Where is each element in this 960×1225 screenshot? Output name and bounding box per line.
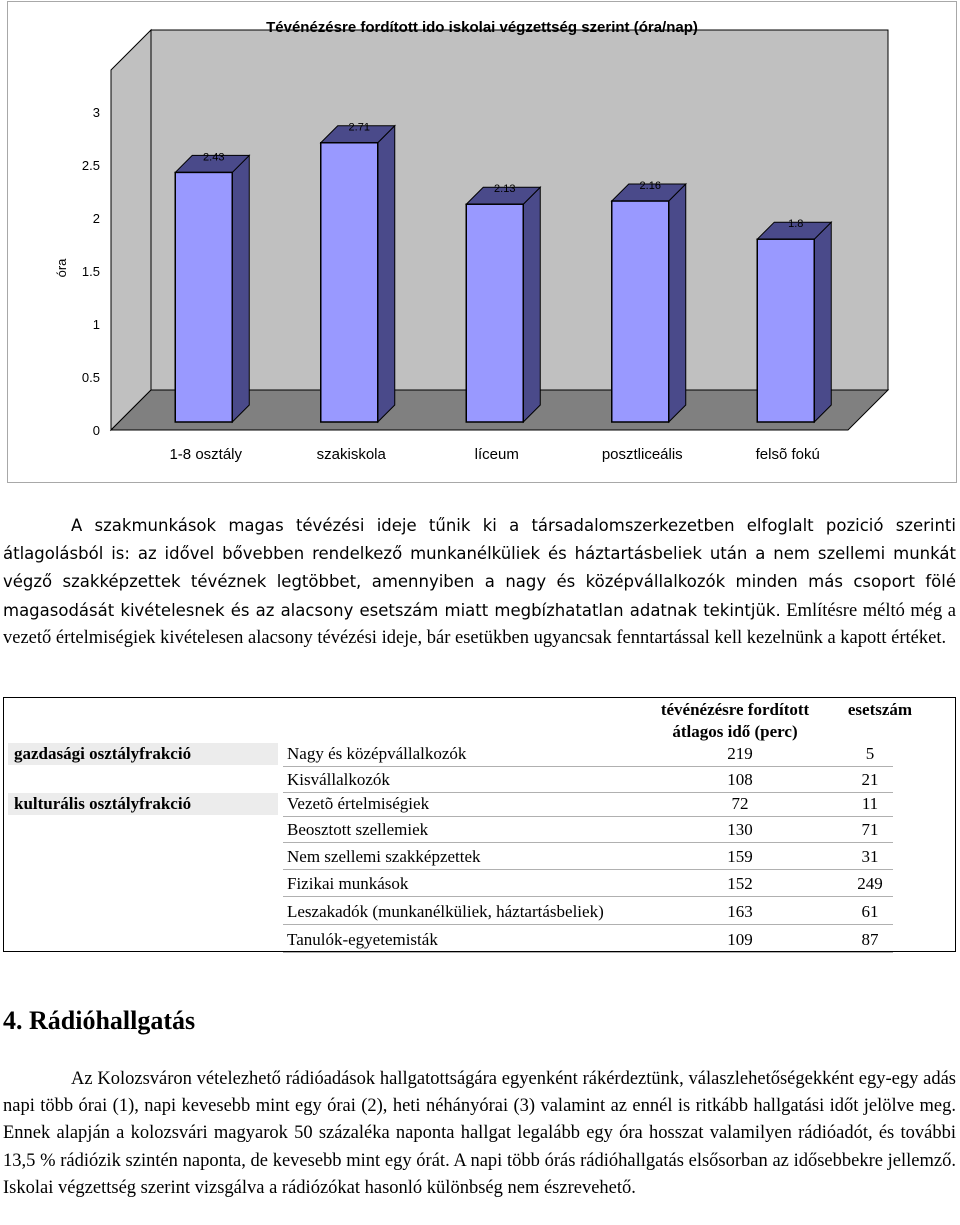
- y-axis-label: óra: [54, 258, 69, 278]
- bar: [466, 204, 523, 422]
- x-tick-label: líceum: [474, 446, 519, 463]
- table-row-cases: 31: [861, 847, 879, 866]
- table-row-divider: [283, 869, 893, 870]
- table-row-cases: 87: [861, 930, 879, 949]
- bar-side-face: [814, 222, 831, 422]
- bar-value-label: 2.43: [203, 151, 225, 164]
- table-row-divider: [283, 896, 893, 897]
- table-group-economic: gazdasági osztályfrakció: [8, 743, 278, 765]
- bar-side-face: [232, 155, 249, 422]
- table-row-label: Nagy és középvállalkozók: [287, 744, 467, 763]
- table-header-time-line1: tévénézésre fordított: [660, 700, 810, 719]
- x-tick-label: posztliceális: [601, 446, 683, 463]
- y-tick-label: 1: [92, 317, 100, 332]
- chart-side-wall: [111, 30, 151, 430]
- y-tick-label: 0: [92, 423, 100, 438]
- table-row-label: Leszakadók (munkanélküliek, háztartásbeliek): [287, 902, 604, 921]
- paragraph-tv-analysis: [3, 512, 956, 652]
- table-row-divider: [283, 952, 893, 953]
- table-header-time: [640, 699, 830, 743]
- table-row-minutes: 72: [731, 794, 749, 813]
- y-tick-label: 3: [92, 105, 100, 120]
- table-row-divider: [283, 924, 893, 925]
- table-row-minutes: 219: [727, 744, 753, 763]
- table-row-cases: 61: [861, 902, 879, 921]
- table-row-minutes: 163: [727, 902, 753, 921]
- bar-side-face: [523, 187, 540, 422]
- y-tick-label: 2: [92, 211, 100, 226]
- y-tick-label: 1.5: [81, 264, 100, 279]
- table-row-label: Nem szellemi szakképzettek: [287, 847, 481, 866]
- paragraph-radio: [3, 1066, 956, 1202]
- bar: [612, 201, 669, 422]
- section-heading: 4. Rádióhallgatás: [3, 1006, 196, 1035]
- table-row-cases: 71: [861, 820, 879, 839]
- bar-side-face: [669, 184, 686, 422]
- table-row-cases: 249: [857, 874, 883, 893]
- paragraph-radio-text: Az Kolozsváron vételezhető rádióadások hallgatottságára egyenként rákérdeztünk, válaszlehetőségekként egy-egy adás napi több órai (1), napi kevesebb mint egy órai (2), heti néhányórai (3) valamint az ennél is ritkább hallgatási időt jelölve meg. Ennek alapján a kolozsvári magyarok 50 százaléka naponta hallgat legalább egy óra hosszat valamilyen rádióadót, és további 13,5 % rádiózik szintén naponta, de kevesebb mint egy órát. A napi több órás rádióhallgatás elsősorban az idősebbekre jellemző. Iskolai végzettség szerint vizsgálva a rádiózókat hasonló különbség nem észrevehető.: [3, 1069, 956, 1198]
- paragraph-tv-text-2: Említésre méltó még a vezető értelmiségiek kivételesen alacsony tévézési ideje, bár esetükben ugyancsak fenntartással kell kezelnünk a kapott értéket.: [3, 600, 957, 648]
- chart-container: [7, 1, 957, 483]
- table-row-divider: [283, 842, 893, 843]
- bar: [757, 239, 814, 422]
- paragraph-tv-text-1: A szakmunkások magas tévézési ideje tűnik ki a társadalomszerkezetben elfoglalt pozició szerinti átlagolásból is: az idővel bővebben rendelkező munkanélküliek és háztartásbeliek után a nem szellemi munkát végző szakképzettek tévéznek legtöbbet, amennyiben a nagy és középvállalkozók minden más csoport fölé magasodását kivételesnek és az alacsony esetszám miatt megbízhatatlan adatnak tekintjük.: [3, 516, 956, 620]
- x-tick-label: szakiskola: [316, 446, 386, 463]
- bar-chart: [8, 2, 956, 482]
- table-row-minutes: 159: [727, 847, 753, 866]
- bar: [321, 143, 378, 422]
- x-tick-label: 1-8 osztály: [169, 446, 243, 463]
- bar-value-label: 1.8: [788, 218, 804, 231]
- table-header-cases: esetszám: [847, 700, 913, 719]
- table-row-label: Fizikai munkások: [287, 874, 409, 893]
- table-header-time-line2: átlagos idő (perc): [672, 722, 798, 741]
- table-group-cultural: kulturális osztályfrakció: [8, 793, 278, 815]
- bar-value-label: 2.13: [494, 183, 516, 196]
- bar-value-label: 2.16: [639, 180, 661, 193]
- table-row-label: Kisvállalkozók: [287, 770, 390, 789]
- x-tick-label: felsõ fokú: [755, 446, 820, 463]
- bar-value-label: 2.71: [348, 121, 370, 134]
- table-row-divider: [283, 766, 893, 767]
- chart-title: Tévénézésre fordított ido iskolai végzettség szerint (óra/nap): [266, 19, 698, 36]
- table-row-minutes: 152: [727, 874, 753, 893]
- table-row-label: Vezetõ értelmiségiek: [287, 794, 430, 813]
- bar-side-face: [378, 126, 395, 422]
- table-row-minutes: 130: [727, 820, 753, 839]
- table-row-cases: 5: [865, 744, 875, 763]
- table-row-minutes: 109: [727, 930, 753, 949]
- bar: [175, 172, 232, 422]
- y-tick-label: 2.5: [81, 158, 100, 173]
- y-tick-label: 0.5: [81, 370, 100, 385]
- table-row-label: Tanulók-egyetemisták: [287, 930, 438, 949]
- table-row-label: Beosztott szellemiek: [287, 820, 429, 839]
- table-row-cases: 21: [861, 770, 879, 789]
- table-row-divider: [283, 816, 893, 817]
- table-row-cases: 11: [861, 794, 879, 813]
- table-row-minutes: 108: [727, 770, 753, 789]
